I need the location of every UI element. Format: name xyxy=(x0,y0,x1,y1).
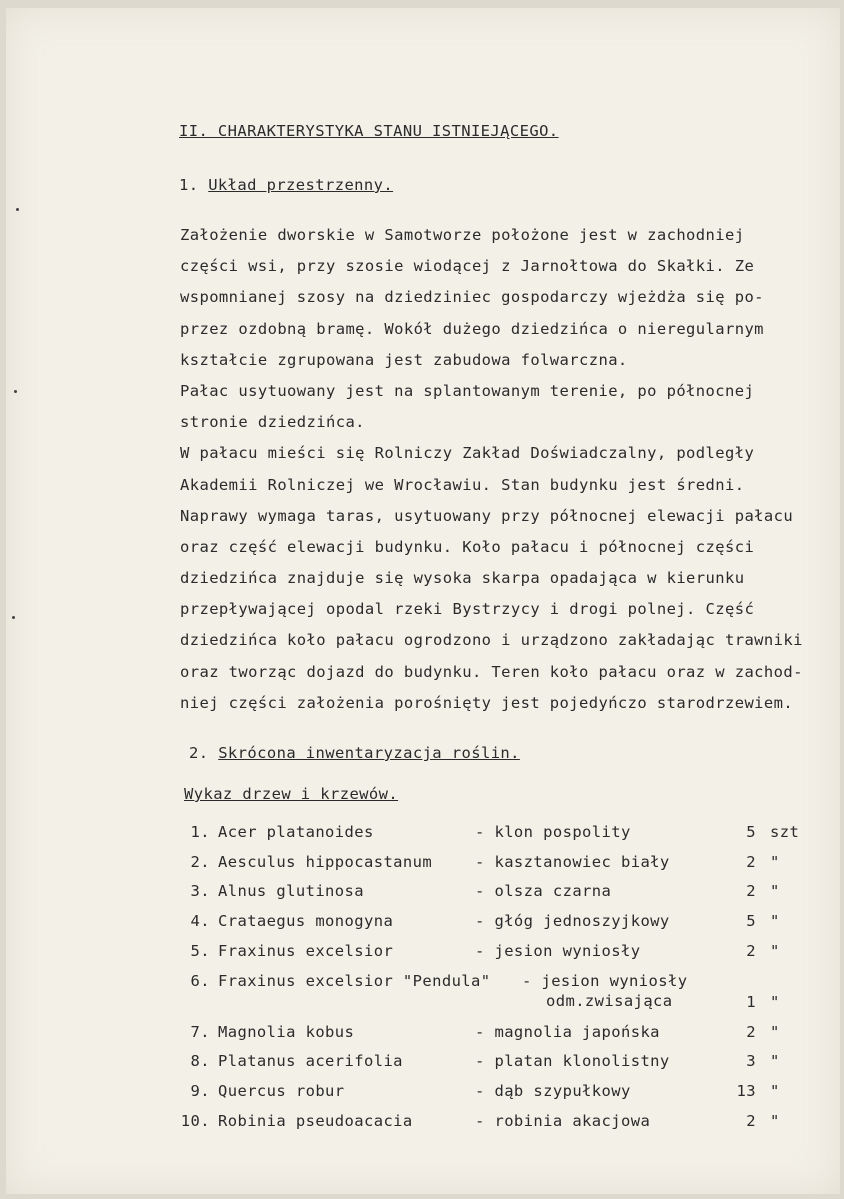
paragraph-line: dziedzińca koło pałacu ogrodzono i urządzono zakładając trawniki xyxy=(180,631,803,650)
paragraph-line: oraz tworząc dojazd do budynku. Teren koło pałacu oraz w zachod- xyxy=(180,662,803,681)
plant-polish-name: - jesion wyniosły xyxy=(522,972,688,990)
plant-polish-name: - jesion wyniosły xyxy=(475,942,641,960)
chapter-heading: II. CHARAKTERYSTYKA STANU ISTNIEJĄCEGO. xyxy=(179,122,559,140)
section-1-title-text: Układ przestrzenny. xyxy=(208,176,394,194)
plant-quantity: 2 xyxy=(746,942,756,960)
plant-unit: " xyxy=(770,993,780,1011)
section-1-paragraph xyxy=(180,220,803,719)
plant-number: 2. xyxy=(190,853,210,871)
plant-unit: " xyxy=(770,1112,780,1130)
plant-quantity: 3 xyxy=(746,1052,756,1070)
paragraph-line: wspomnianej szosy na dziedziniec gospodarczy wjeżdża się po- xyxy=(180,288,764,307)
margin-mark xyxy=(14,390,17,393)
plant-latin-name: Crataegus monogyna xyxy=(218,912,394,930)
section-2-title-text: Skrócona inwentaryzacja roślin. xyxy=(218,744,520,762)
plant-quantity: 2 xyxy=(746,1112,756,1130)
margin-mark xyxy=(16,208,19,211)
plant-polish-name: - klon pospolity xyxy=(475,823,631,841)
plant-unit: " xyxy=(770,912,780,930)
plant-number: 10. xyxy=(180,1112,210,1130)
paragraph-line: Założenie dworskie w Samotworze położone jest w zachodniej xyxy=(180,226,745,244)
plant-polish-name: - magnolia japońska xyxy=(475,1023,660,1041)
plant-quantity: 2 xyxy=(746,1023,756,1041)
plant-polish-name-variant: odm.zwisająca xyxy=(546,992,673,1010)
paragraph-line: Pałac usytuowany jest na splantowanym terenie, po północnej xyxy=(180,381,755,400)
plant-latin-name: Fraxinus excelsior xyxy=(218,942,394,960)
plant-number: 1. xyxy=(190,823,210,841)
plant-unit: " xyxy=(770,1082,780,1100)
plant-polish-name: - kasztanowiec biały xyxy=(475,853,670,871)
plant-polish-name: - głóg jednoszyjkowy xyxy=(475,912,670,930)
plant-latin-name: Alnus glutinosa xyxy=(218,882,364,900)
paragraph-line: Akademii Rolniczej we Wrocławiu. Stan budynku jest średni. xyxy=(180,475,745,494)
plant-latin-name: Magnolia kobus xyxy=(218,1023,355,1041)
margin-mark xyxy=(12,616,15,619)
plant-unit: szt xyxy=(770,823,800,841)
plant-polish-name: - robinia akacjowa xyxy=(475,1112,651,1130)
plant-latin-name: Acer platanoides xyxy=(218,823,374,841)
document-page xyxy=(6,8,840,1194)
plant-quantity: 2 xyxy=(746,853,756,871)
plant-quantity: 13 xyxy=(736,1082,756,1100)
paragraph-line: przepływającej opodal rzeki Bystrzycy i drogi polnej. Część xyxy=(180,600,755,619)
plant-polish-name: - dąb szypułkowy xyxy=(475,1082,631,1100)
paragraph-line: W pałacu mieści się Rolniczy Zakład Doświadczalny, podległy xyxy=(180,444,755,463)
plant-quantity: 5 xyxy=(746,912,756,930)
section-1-number: 1. xyxy=(179,176,199,194)
plant-number: 8. xyxy=(190,1052,210,1070)
plant-quantity: 2 xyxy=(746,882,756,900)
paragraph-line: przez ozdobną bramę. Wokół dużego dziedzińca o nieregularnym xyxy=(180,319,764,338)
section-1-title xyxy=(179,176,393,194)
paragraph-line: oraz część elewacji budynku. Koło pałacu i północnej części xyxy=(180,537,755,556)
plant-latin-name: Aesculus hippocastanum xyxy=(218,853,433,871)
plant-number: 7. xyxy=(190,1023,210,1041)
plant-unit: " xyxy=(770,942,780,960)
plant-polish-name: - olsza czarna xyxy=(475,882,612,900)
plant-number: 3. xyxy=(190,882,210,900)
plant-number: 4. xyxy=(190,912,210,930)
paragraph-line: dziedzińca znajduje się wysoka skarpa opadająca w kierunku xyxy=(180,569,745,588)
plant-latin-name: Quercus robur xyxy=(218,1082,345,1100)
plant-quantity: 1 xyxy=(746,993,756,1011)
plant-list-title: Wykaz drzew i krzewów. xyxy=(184,785,399,803)
plant-polish-name: - platan klonolistny xyxy=(475,1052,670,1070)
section-2-number: 2. xyxy=(189,744,209,762)
plant-number: 5. xyxy=(190,942,210,960)
plant-unit: " xyxy=(770,1052,780,1070)
paragraph-line: niej części założenia porośnięty jest pojedyńczo starodrzewiem. xyxy=(180,693,794,712)
paragraph-line: części wsi, przy szosie wiodącej z Jarnołtowa do Skałki. Ze xyxy=(180,257,755,276)
plant-unit: " xyxy=(770,1023,780,1041)
paragraph-line: kształcie zgrupowana jest zabudowa folwarczna. xyxy=(180,350,628,369)
plant-quantity: 5 xyxy=(746,823,756,841)
plant-latin-name: Robinia pseudoacacia xyxy=(218,1112,413,1130)
section-2-title xyxy=(189,744,520,762)
plant-unit: " xyxy=(770,853,780,871)
plant-unit: " xyxy=(770,882,780,900)
plant-latin-name: Fraxinus excelsior "Pendula" xyxy=(218,972,491,990)
plant-number: 9. xyxy=(190,1082,210,1100)
paragraph-line: Naprawy wymaga taras, usytuowany przy północnej elewacji pałacu xyxy=(180,506,794,525)
plant-number: 6. xyxy=(190,972,210,990)
plant-latin-name: Platanus acerifolia xyxy=(218,1052,403,1070)
paragraph-line: stronie dziedzińca. xyxy=(180,413,365,432)
